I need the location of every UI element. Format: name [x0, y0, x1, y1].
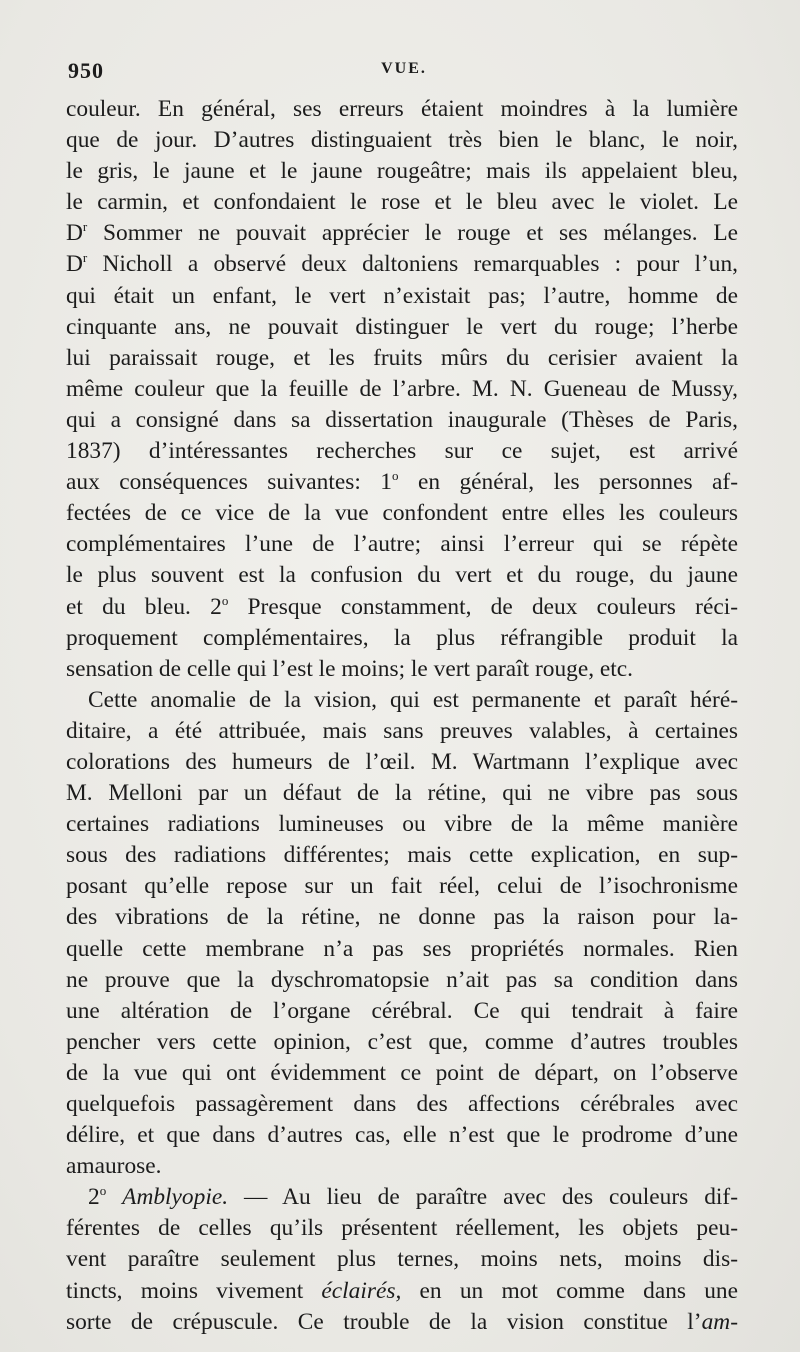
text-run: une altération de l’organe cérébral. Ce qui tendrait à faire — [66, 997, 738, 1024]
text-line — [66, 747, 738, 778]
text-line — [66, 1213, 738, 1244]
italic-text: éclairés, — [321, 1277, 402, 1304]
text-run: Presque constamment, de deux couleurs réci- — [228, 593, 738, 620]
text-run: vent paraître seulement plus ternes, moins nets, moins dis- — [66, 1246, 738, 1273]
text-line — [66, 592, 738, 623]
page-header — [68, 58, 740, 88]
superscript: r — [82, 219, 88, 235]
text-line — [66, 934, 738, 965]
text-run: 2 — [88, 1184, 100, 1211]
text-run: complémentaires l’une de l’autre; ainsi l’erreur qui se répète — [66, 531, 738, 558]
text-run: 1837) d’intéressantes recherches sur ce sujet, est arrivé — [66, 438, 738, 465]
text-run: quelle cette membrane n’a pas ses propriétés normales. Rien — [66, 935, 738, 962]
text-line — [66, 902, 738, 933]
text-run: Sommer ne pouvait apprécier le rouge et ses mélanges. Le — [87, 220, 738, 247]
text-line — [66, 249, 738, 280]
text-run: qui était un enfant, le vert n’existait pas; l’autre, homme de — [66, 282, 738, 309]
text-run: le plus souvent est la confusion du vert et du rouge, du jaune — [66, 562, 738, 589]
text-line — [66, 965, 738, 996]
text-run: amaurose. — [66, 1153, 162, 1180]
text-line — [66, 560, 738, 591]
text-run: sorte de crépuscule. Ce trouble de la vision constitue l’ — [66, 1308, 702, 1335]
text-run: en un mot comme dans une — [401, 1277, 738, 1304]
text-line — [66, 716, 738, 747]
text-run: certaines radiations lumineuses ou vibre de la même manière — [66, 811, 738, 838]
text-line — [66, 1307, 738, 1338]
text-run: délire, et que dans d’autres cas, elle n’est que le prodrome d’une — [66, 1122, 738, 1149]
text-line — [66, 156, 738, 187]
text-line — [66, 1182, 738, 1213]
text-line — [66, 467, 738, 498]
text-run: — Au lieu de paraître avec des couleurs dif- — [228, 1184, 738, 1211]
text-run: aux conséquences suivantes: 1 — [66, 469, 392, 496]
text-line — [66, 1151, 738, 1182]
text-line — [66, 1027, 738, 1058]
text-run: en général, les personnes af- — [398, 469, 738, 496]
text-run: sous des radiations différentes; mais cette explication, en sup- — [66, 842, 738, 869]
superscript: o — [99, 1183, 107, 1199]
text-run: férentes de celles qu’ils présentent réellement, les objets peu- — [66, 1215, 738, 1242]
text-run: posant qu’elle repose sur un fait réel, celui de l’isochronisme — [66, 873, 738, 900]
text-run: lui paraissait rouge, et les fruits mûrs du cerisier avaient la — [66, 344, 738, 371]
text-run: Nicholl a observé deux daltoniens remarquables : pour l’un, — [87, 251, 738, 278]
italic-text: Amblyopie. — [122, 1184, 229, 1211]
text-run: colorations des humeurs de l’œil. M. Wartmann l’explique avec — [66, 748, 738, 775]
text-line — [66, 623, 738, 654]
text-run: le carmin, et confondaient le rose et le bleu avec le violet. Le — [66, 189, 738, 216]
text-run: pencher vers cette opinion, c’est que, comme d’autres troubles — [66, 1028, 738, 1055]
text-line — [66, 1276, 738, 1307]
text-line — [66, 1120, 738, 1151]
text-run: M. Melloni par un défaut de la rétine, qui ne vibre pas sous — [66, 780, 738, 807]
text-run: fectées de ce vice de la vue confondent entre elles les couleurs — [66, 500, 738, 527]
text-line — [66, 218, 738, 249]
text-line — [66, 187, 738, 218]
text-run: Cette anomalie de la vision, qui est permanente et paraît héré- — [88, 686, 738, 713]
text-run: couleur. En général, ses erreurs étaient moindres à la lumière — [66, 96, 738, 122]
text-line — [66, 1244, 738, 1275]
text-line — [66, 654, 738, 685]
text-line — [66, 871, 738, 902]
text-run: de la vue qui ont évidemment ce point de départ, on l’observe — [66, 1059, 738, 1086]
text-line — [66, 840, 738, 871]
text-line — [66, 405, 738, 436]
running-head: VUE. — [381, 60, 427, 77]
text-line — [66, 498, 738, 529]
text-run: cinquante ans, ne pouvait distinguer le vert du rouge; l’herbe — [66, 313, 738, 340]
text-line — [66, 1089, 738, 1120]
text-line — [66, 809, 738, 840]
text-line — [66, 312, 738, 343]
text-run: des vibrations de la rétine, ne donne pas la raison pour la- — [66, 904, 738, 931]
body-text — [66, 94, 738, 1338]
text-line — [66, 778, 738, 809]
text-run: même couleur que la feuille de l’arbre. M. N. Gueneau de Mussy, — [66, 375, 738, 402]
text-run: et du bleu. 2 — [66, 593, 222, 620]
text-line — [66, 529, 738, 560]
text-run: D — [66, 220, 83, 247]
text-line — [66, 125, 738, 156]
text-run: ne prouve que la dyschromatopsie n’ait pas sa condition dans — [66, 966, 738, 993]
text-line — [66, 281, 738, 312]
text-run: que de jour. D’autres distinguaient très bien le blanc, le noir, — [66, 127, 738, 154]
text-run: D — [66, 251, 83, 278]
text-run: qui a consigné dans sa dissertation inaugurale (Thèses de Paris, — [66, 406, 738, 433]
superscript: r — [82, 250, 88, 266]
text-line — [66, 436, 738, 467]
italic-text: am- — [701, 1308, 738, 1335]
text-line — [66, 1058, 738, 1089]
text-run: tincts, moins vivement — [66, 1277, 322, 1304]
text-run: sensation de celle qui l’est le moins; le vert paraît rouge, etc. — [66, 655, 634, 682]
page-number: 950 — [68, 58, 104, 83]
text-line — [66, 685, 738, 716]
text-line — [66, 94, 738, 125]
superscript: o — [391, 468, 399, 484]
text-run: ditaire, a été attribuée, mais sans preuves valables, à certaines — [66, 717, 738, 744]
text-run: proquement complémentaires, la plus réfrangible produit la — [66, 624, 738, 651]
text-run: le gris, le jaune et le jaune rougeâtre; mais ils appelaient bleu, — [66, 158, 738, 185]
text-line — [66, 996, 738, 1027]
text-line — [66, 374, 738, 405]
text-run — [106, 1184, 122, 1210]
text-line — [66, 343, 738, 374]
text-run: quelquefois passagèrement dans des affections cérébrales avec — [66, 1091, 738, 1117]
superscript: o — [221, 592, 229, 608]
